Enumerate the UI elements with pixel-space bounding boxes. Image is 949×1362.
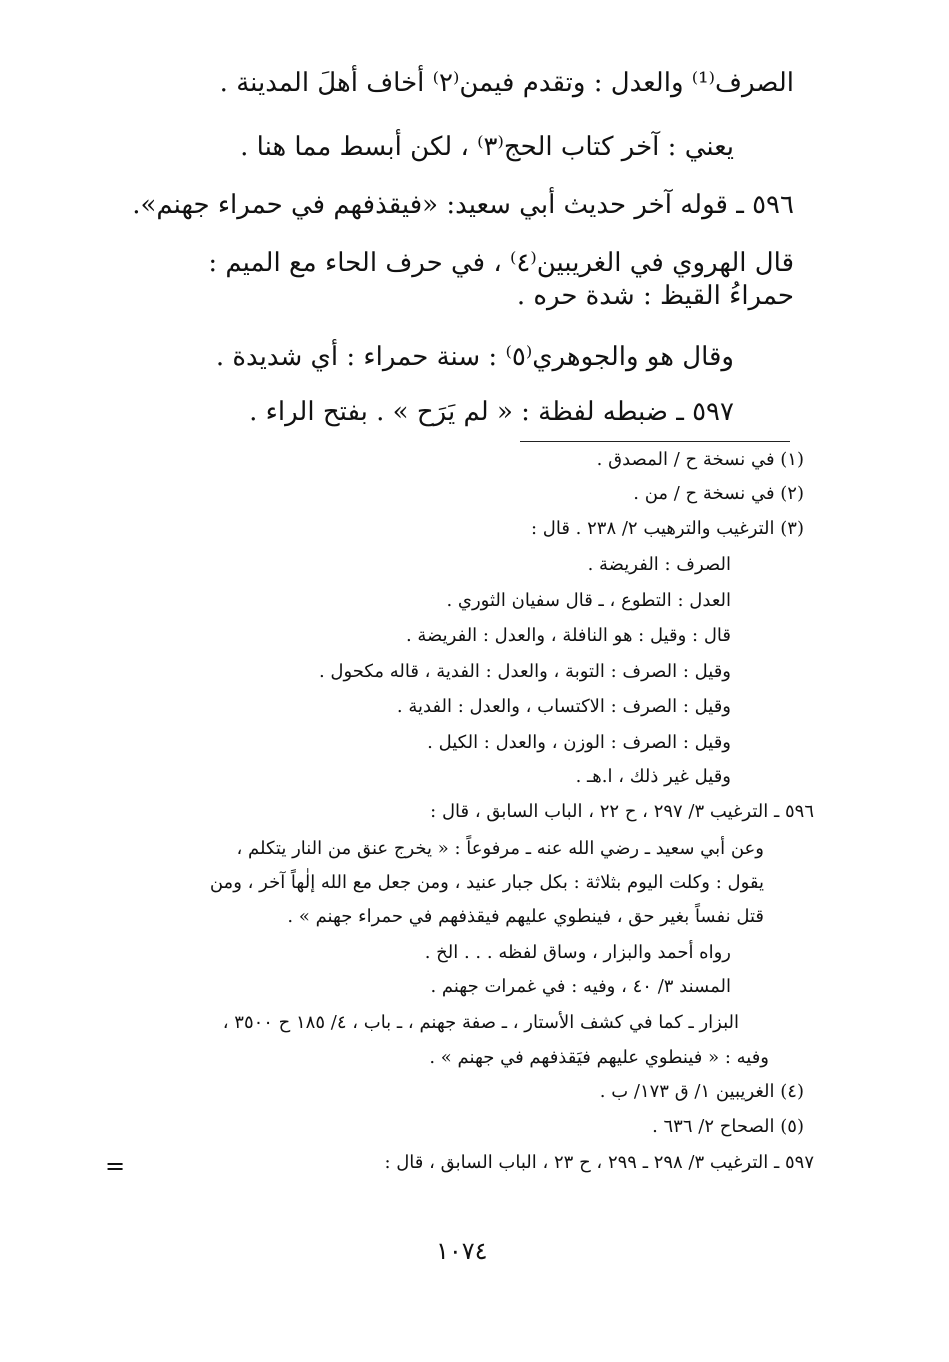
page-number: ١٠٧٤	[436, 1237, 488, 1265]
main-line: يعني : آخر كتاب الحج⁽٣⁾ ، لكن أبسط مما هنا .	[240, 132, 734, 162]
footnote-line: البزار ـ كما في كشف الأستار ، ـ صفة جهنم ، ـ باب ، ٤/ ١٨٥ ح ٣٥٠٠ ،	[222, 1012, 739, 1033]
main-line: قال الهروي في الغريبين⁽٤⁾ ، في حرف الحاء مع الميم :	[208, 248, 794, 278]
footnote-line: وقيل : الصرف : الوزن ، والعدل : الكيل .	[427, 732, 731, 753]
footnote-line: (٥) الصحاح ٢/ ٦٣٦ .	[652, 1116, 804, 1137]
footnote-line: المسند ٣/ ٤٠ ، وفيه : في غمرات جهنم .	[430, 976, 731, 997]
footnote-line: وقيل غير ذلك ، ا.هـ .	[575, 766, 731, 787]
main-line: ٥٩٦ ـ قوله آخر حديث أبي سعيد: «فيقذفهم في حمراء جهنم».	[132, 190, 794, 220]
footnote-line: (٣) الترغيب والترهيب ٢/ ٢٣٨ . قال :	[530, 518, 804, 539]
footnote-line: رواه أحمد والبزار ، وساق لفظه . . . الخ .	[424, 942, 731, 963]
main-line: حمراءُ القيظ : شدة حره .	[516, 281, 794, 311]
footnote-line: قال : وقيل : هو النافلة ، والعدل : الفريضة .	[405, 625, 731, 646]
main-line: ٥٩٧ ـ ضبطه لفظة : « لم يَرَح » . بفتح الراء .	[249, 397, 734, 427]
main-line: وقال هو والجوهري⁽٥⁾ : سنة حمراء : أي شديدة .	[215, 342, 734, 372]
footnote-line: (٤) الغريبين ١/ ق ١٧٣/ ب .	[599, 1081, 804, 1102]
footnote-line: ٥٩٦ ـ الترغيب ٣/ ٢٩٧ ، ح ٢٢ ، الباب السابق ، قال :	[430, 801, 814, 822]
footnote-line: العدل : التطوع ، ـ قال سفيان الثوري .	[446, 590, 731, 611]
footnote-line: وفيه : « فينطوي عليهم فيَقذفهم في جهنم » .	[429, 1047, 769, 1068]
footnote-line: (٢) في نسخة ح / من .	[633, 483, 804, 504]
footnote-line: يقول : وكلت اليوم بثلاثة : بكل جبار عنيد ، ومن جعل مع الله إلٰهاً آخر ، ومن	[209, 872, 764, 893]
main-line: الصرف⁽¹⁾ والعدل : وتقدم فيمن⁽٢⁾ أخاف أهلَ المدينة .	[219, 68, 794, 98]
footnote-line: قتل نفساً بغير حق ، فينطوي عليهم فيقذفهم في حمراء جهنم » .	[287, 906, 764, 927]
continuation-mark: =	[105, 1152, 126, 1180]
footnote-separator	[520, 441, 790, 442]
footnote-line: وقيل : الصرف : الاكتساب ، والعدل : الفدية .	[396, 696, 731, 717]
footnote-line: وقيل : الصرف : التوبة ، والعدل : الفدية ، قاله مكحول .	[318, 661, 731, 682]
footnote-line: ٥٩٧ ـ الترغيب ٣/ ٢٩٨ ـ ٢٩٩ ، ح ٢٣ ، الباب السابق ، قال :	[384, 1152, 814, 1173]
footnote-line: الصرف : الفريضة .	[587, 554, 731, 575]
footnote-line: وعن أبي سعيد ـ رضي الله عنه ـ مرفوعاً : « يخرج عنق من النار يتكلم ،	[236, 838, 764, 859]
footnote-line: (١) في نسخة ح / المصدق .	[596, 449, 804, 470]
